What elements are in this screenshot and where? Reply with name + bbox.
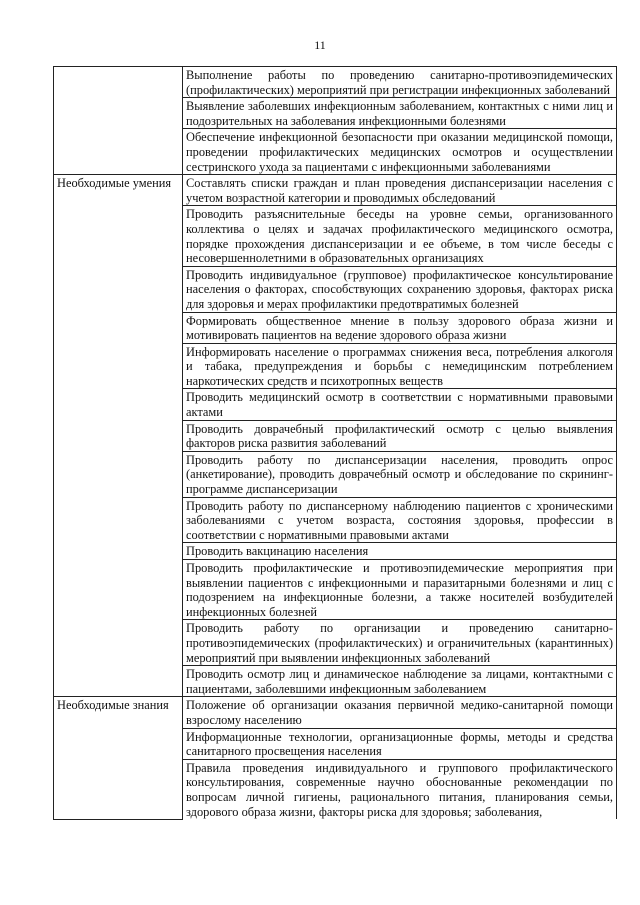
table-cell: Правила проведения индивидуального и группового профилактического консультирования, современные научно обоснованные рекомендации по вопросам личной гигиены, рационального питания, планирования семьи, здорового образа жизни, факторы риска для здоровья; заболевания,: [183, 759, 617, 819]
table-cell: Проводить индивидуальное (групповое) профилактическое консультирование населения о факторах, способствующих сохранению здоровья, факторах риска для здоровья и мерах профилактики предотвратимых болезней: [183, 266, 617, 312]
row-label-skills: Необходимые умения: [54, 175, 183, 697]
table-cell: Выполнение работы по проведению санитарно-противоэпидемических (профилактических) мероприятий при регистрации инфекционных заболеваний: [183, 67, 617, 98]
table-cell: Проводить работу по организации и проведению санитарно-противоэпидемических (профилактических) и ограничительных (карантинных) мероприятий при выявлении инфекционных заболеваний: [183, 620, 617, 666]
table-cell: Формировать общественное мнение в пользу здорового образа жизни и мотивировать пациентов на ведение здорового образа жизни: [183, 312, 617, 343]
table-cell: Проводить медицинский осмотр в соответствии с нормативными правовыми актами: [183, 389, 617, 420]
competency-table: [53, 66, 617, 820]
table-cell: Проводить доврачебный профилактический осмотр с целью выявления факторов риска развития заболеваний: [183, 420, 617, 451]
page-number: 11: [314, 38, 326, 52]
table-row: [54, 67, 617, 98]
table-cell: Обеспечение инфекционной безопасности при оказании медицинской помощи, проведении профилактических медицинских осмотров и осуществлении сестринского ухода за пациентами с инфекционными заболеваниями: [183, 129, 617, 175]
table-cell: Проводить работу по диспансерному наблюдению пациентов с хроническими заболеваниями с учетом возраста, состояния здоровья, профессии в соответствии с нормативными правовыми актами: [183, 497, 617, 543]
table-cell: Составлять списки граждан и план проведения диспансеризации населения с учетом возрастной категории и проводимых обследований: [183, 175, 617, 206]
table-cell: Проводить профилактические и противоэпидемические мероприятия при выявлении пациентов с инфекционными и паразитарными болезнями и лиц с подозрением на инфекционные болезни, а также носителей возбудителей инфекционных болезней: [183, 560, 617, 620]
row-label-continued: [54, 67, 183, 175]
table-cell: Выявление заболевших инфекционным заболеванием, контактных с ними лиц и подозрительных на заболевания инфекционными болезнями: [183, 98, 617, 129]
table-cell: Информационные технологии, организационные формы, методы и средства санитарного просвещения населения: [183, 728, 617, 759]
row-label-knowledge: Необходимые знания: [54, 697, 183, 819]
table-cell: Положение об организации оказания первичной медико-санитарной помощи взрослому населению: [183, 697, 617, 728]
table-cell: Проводить вакцинацию населения: [183, 543, 617, 560]
table-row: [54, 175, 617, 206]
table-row: [54, 697, 617, 728]
table-cell: Проводить разъяснительные беседы на уровне семьи, организованного коллектива о целях и задачах профилактического медицинского осмотра, порядке прохождения диспансеризации и ее объеме, в том числе беседы с несовершеннолетними в образовательных организациях: [183, 206, 617, 266]
table-cell: Проводить работу по диспансеризации населения, проводить опрос (анкетирование), проводить доврачебный осмотр и обследование по скрининг-программе диспансеризации: [183, 451, 617, 497]
table-cell: Информировать население о программах снижения веса, потребления алкоголя и табака, предупреждения и борьбы с немедицинским потреблением наркотических средств и психотропных веществ: [183, 343, 617, 389]
table-cell: Проводить осмотр лиц и динамическое наблюдение за лицами, контактными с пациентами, заболевшими инфекционным заболеванием: [183, 666, 617, 697]
